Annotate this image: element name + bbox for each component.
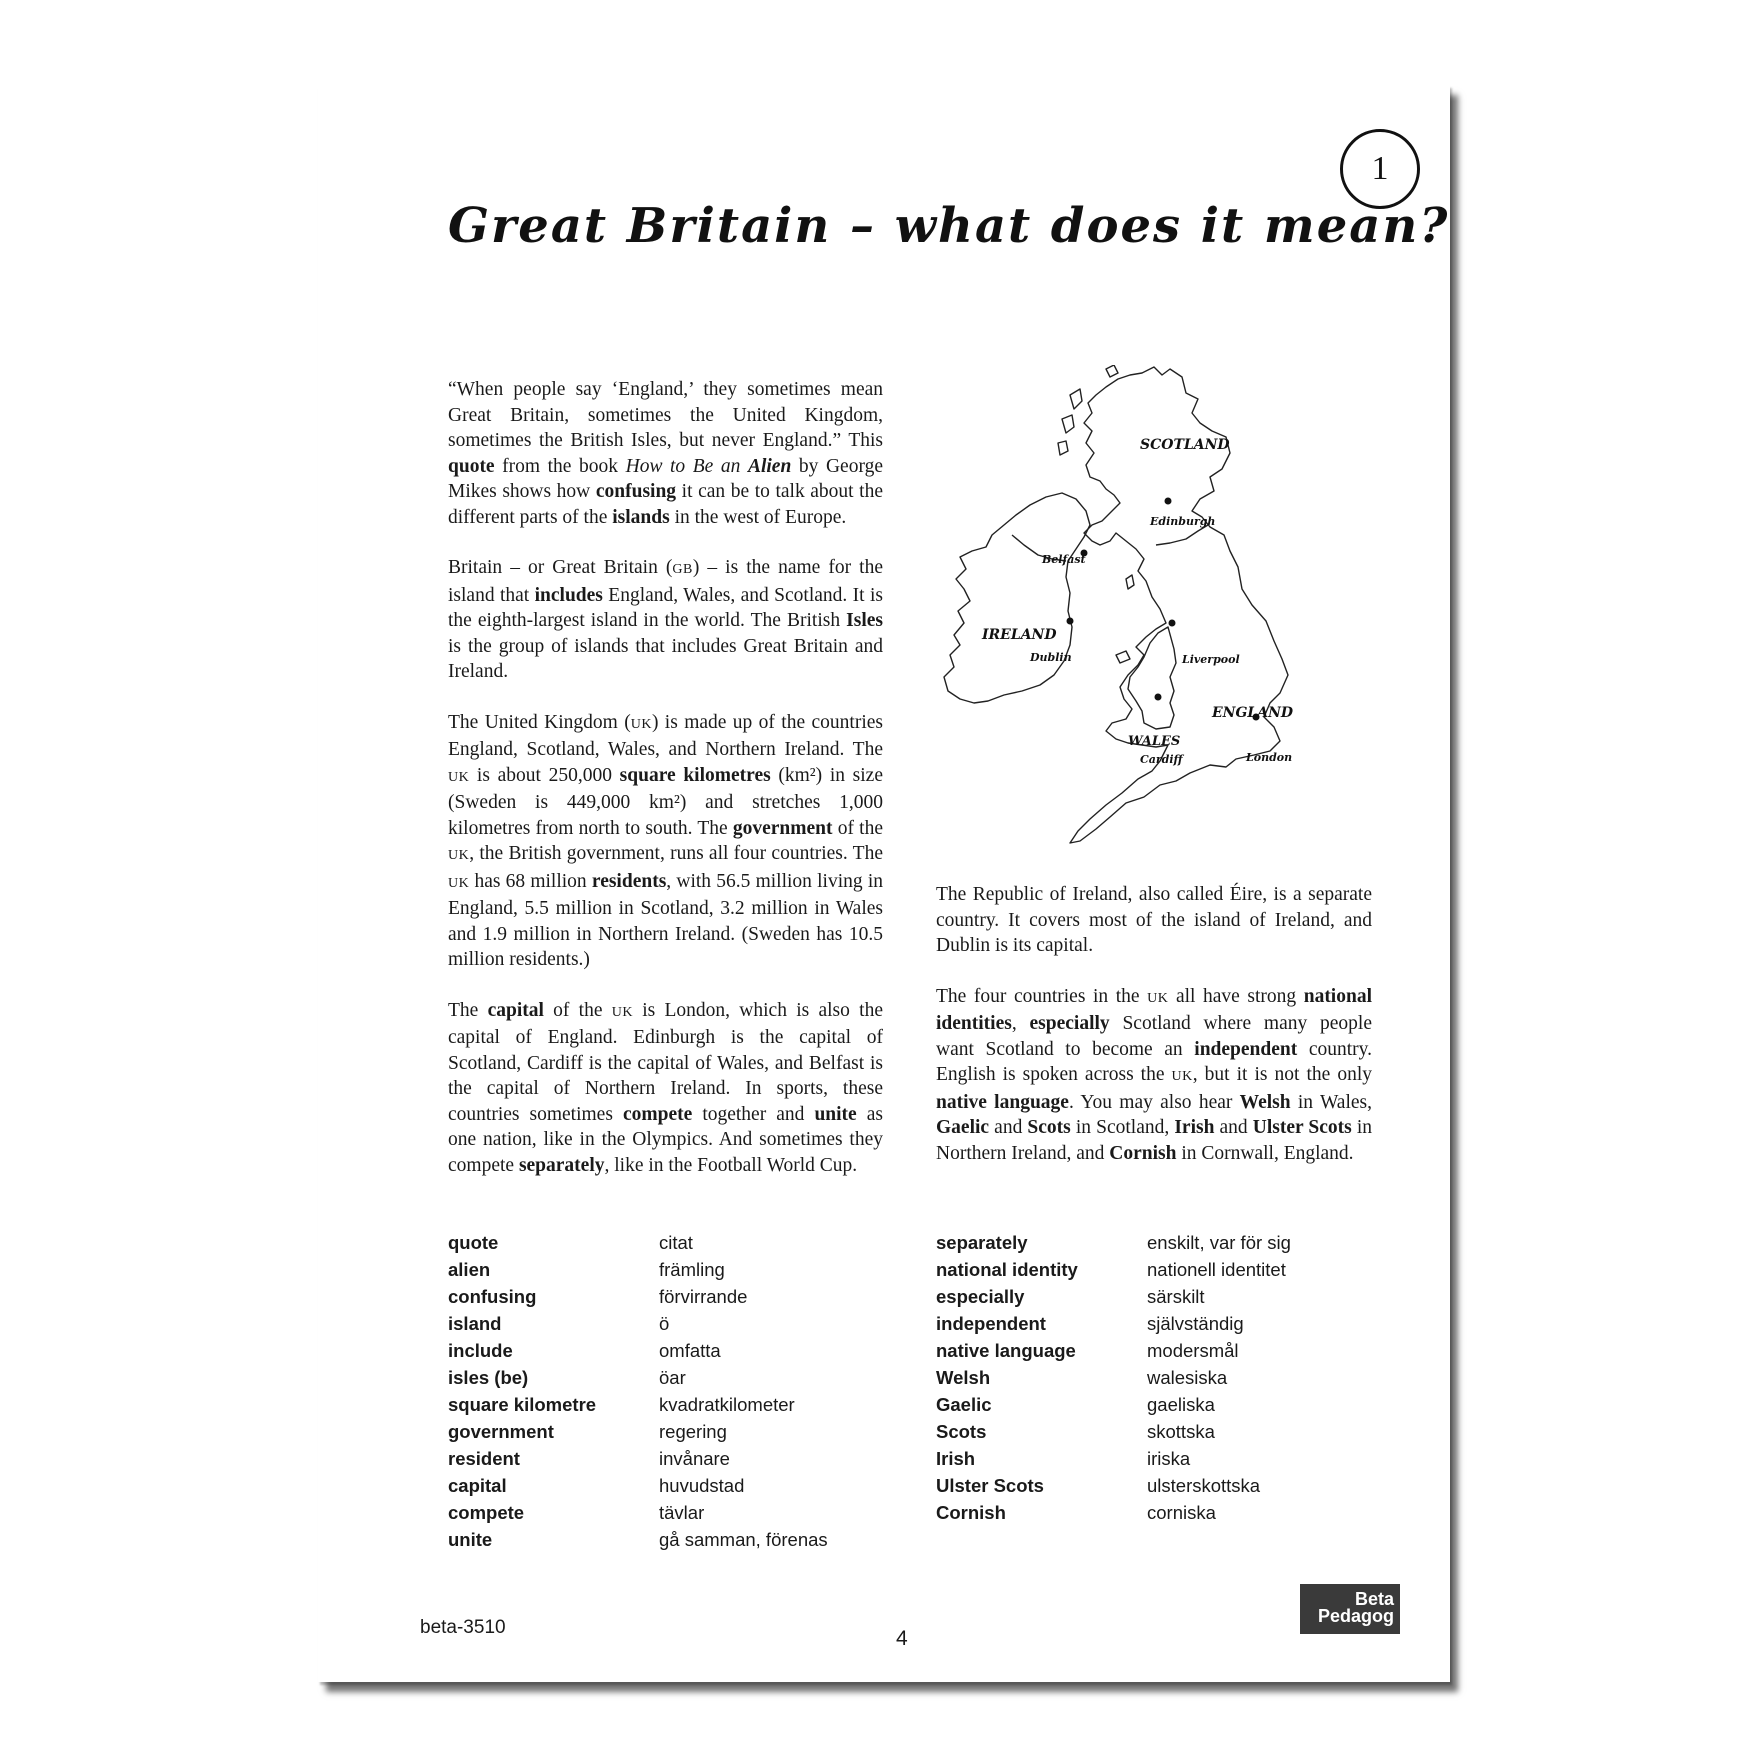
vocab-row: alien främling [448, 1259, 725, 1280]
scotland-england-border [1156, 525, 1208, 545]
vocabulary-list-left [448, 1232, 868, 1556]
paragraph-ireland: The Republic of Ireland, also called Éire, is a separate country. It covers most of the island of Ireland, and Dublin is its capital. [936, 884, 1372, 956]
vocab-row: especially särskilt [936, 1286, 1205, 1307]
paragraph-national-identities: The four countries in the UK all have strong national identities, especially Scotland where many people want Scotland to become an independent country. English is spoken across the UK, but it is not the only native language. You may also hear Welsh in Wales, Gaelic and Scots in Scotland, Irish and Ulster Scots in Northern Ireland, and Cornish in Cornwall, England. [936, 985, 1373, 1164]
dublin-dot [1067, 618, 1074, 625]
vocab-row: native language modersmål [936, 1340, 1239, 1361]
vocab-row: include omfatta [448, 1340, 721, 1361]
vocab-row: Gaelic gaeliska [936, 1394, 1215, 1415]
vocab-row: Scots skottska [936, 1421, 1215, 1442]
ireland-outline [944, 493, 1090, 703]
vocab-row: confusing förvirrande [448, 1286, 748, 1307]
vocab-row: Cornish corniska [936, 1502, 1216, 1523]
label-belfast: Belfast [1042, 553, 1086, 566]
label-wales: WALES [1128, 734, 1181, 749]
page-title: Great Britain – what does it mean? [448, 198, 1450, 254]
cardiff-dot [1155, 694, 1162, 701]
right-text-column [936, 882, 1372, 1191]
vocab-row: resident invånare [448, 1448, 730, 1469]
vocab-row: capital huvudstad [448, 1475, 745, 1496]
wales-border [1128, 627, 1176, 729]
vocab-row: unite gå samman, förenas [448, 1529, 828, 1550]
edinburgh-dot [1165, 498, 1172, 505]
liverpool-dot [1169, 620, 1176, 627]
paragraph-capital: The capital of the UK is London, which is also the capital of England. Edinburgh is the capital of Scotland, Cardiff is the capital of Wales, and Belfast is the capital of Northern Ireland. In sports, these countries sometimes compete together and unite as one nation, like in the Olympics. And sometimes they compete separately, like in the Football World Cup. [448, 999, 884, 1176]
hebrides-islands [1058, 365, 1118, 455]
label-england: ENGLAND [1212, 705, 1294, 721]
product-code: beta-3510 [420, 1617, 506, 1638]
vocab-row: Ulster Scots ulsterskottska [936, 1475, 1261, 1496]
british-isles-map [930, 365, 1360, 855]
vocab-row: Irish iriska [936, 1448, 1191, 1469]
vocab-row: quote citat [448, 1232, 693, 1253]
label-cardiff: Cardiff [1140, 753, 1183, 766]
label-liverpool: Liverpool [1182, 653, 1240, 666]
paragraph-united-kingdom: The United Kingdom (UK) is made up of the countries England, Scotland, Wales, and Northern Ireland. The UK is about 250,000 square kilometres (km²) in size (Sweden is 449,000 km²) and stretches 1,000 kilometres from north to south. The government of the UK, the British government, runs all four countries. The UK has 68 million residents, with 56.5 million living in England, 5.5 million in Scotland, 3.2 million in Wales and 1.9 million in Northern Ireland. (Sweden has 10.5 million residents.) [448, 711, 883, 970]
logo-line-1: Beta [1354, 1589, 1394, 1609]
paragraph-quote: “When people say ‘England,’ they sometimes mean Great Britain, sometimes the United Kingdom, sometimes the British Isles, but never England.” This quote from the book How to Be an Alien by George Mikes shows how confusing it can be to talk about the different parts of the islands in the west of Europe. [448, 379, 884, 528]
vocab-row: national identity nationell identitet [936, 1259, 1286, 1280]
isle-of-man [1126, 575, 1134, 589]
anglesey [1116, 651, 1130, 663]
label-london: London [1246, 751, 1293, 764]
left-text-column [448, 377, 883, 1203]
label-scotland: SCOTLAND [1140, 437, 1230, 453]
vocabulary-list-right [936, 1232, 1356, 1529]
vocab-row: square kilometre kvadratkilometer [448, 1394, 795, 1415]
vocab-row: isles (be) öar [448, 1367, 686, 1388]
page-number: 4 [896, 1627, 908, 1650]
vocab-row: separately enskilt, var för sig [936, 1232, 1291, 1253]
chapter-number-badge: 1 [1340, 129, 1420, 209]
vocab-row: Welsh walesiska [936, 1367, 1228, 1388]
vocab-row: compete tävlar [448, 1502, 705, 1523]
paragraph-great-britain: Britain – or Great Britain (GB) – is the name for the island that includes England, Wales, and Scotland. It is the eighth-largest island in the world. The British Isles is the group of islands that includes Great Britain and Ireland. [448, 557, 883, 682]
vocab-row: independent självständig [936, 1313, 1244, 1334]
vocab-row: island ö [448, 1313, 670, 1334]
label-edinburgh: Edinburgh [1150, 515, 1216, 528]
logo-line-2: Pedagog [1317, 1606, 1394, 1626]
map-svg [930, 365, 1360, 855]
label-dublin: Dublin [1030, 651, 1072, 664]
beta-pedagog-logo [1300, 1584, 1400, 1634]
vocab-row: government regering [448, 1421, 727, 1442]
label-ireland: IRELAND [982, 627, 1057, 643]
